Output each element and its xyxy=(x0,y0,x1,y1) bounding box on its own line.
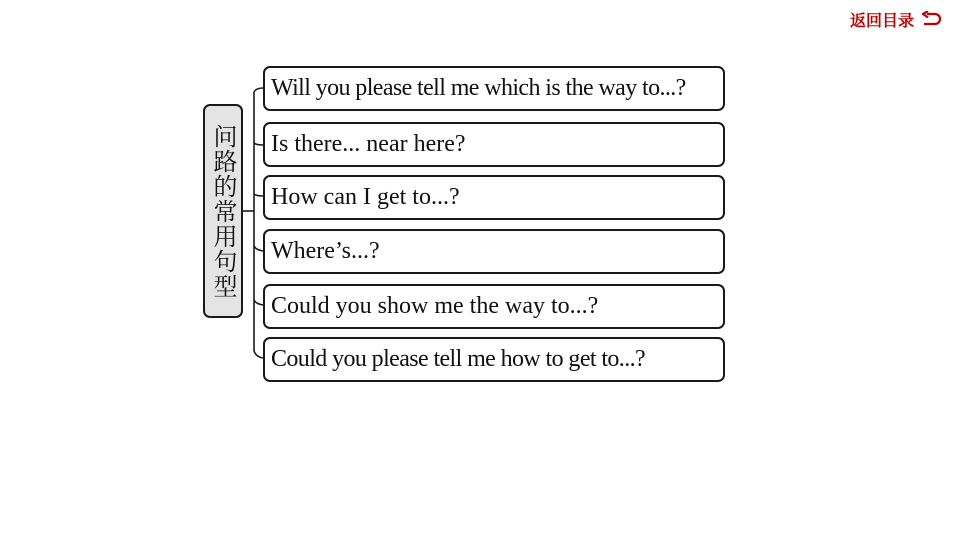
branch-node: Where’s...? xyxy=(263,229,725,274)
branch-node: Could you show me the way to...? xyxy=(263,284,725,329)
return-arrow-icon xyxy=(920,11,942,29)
branch-node: How can I get to...? xyxy=(263,175,725,220)
root-topic-box xyxy=(203,104,243,318)
branch-node: Will you please tell me which is the way to...? xyxy=(263,66,725,111)
branch-node: Is there... near here? xyxy=(263,122,725,167)
root-topic-label: 问路的常用句型 xyxy=(209,123,237,299)
back-to-contents-button[interactable] xyxy=(850,8,942,31)
back-to-contents-label: 返回目录 xyxy=(849,11,914,30)
branch-node: Could you please tell me how to get to...? xyxy=(263,337,725,382)
